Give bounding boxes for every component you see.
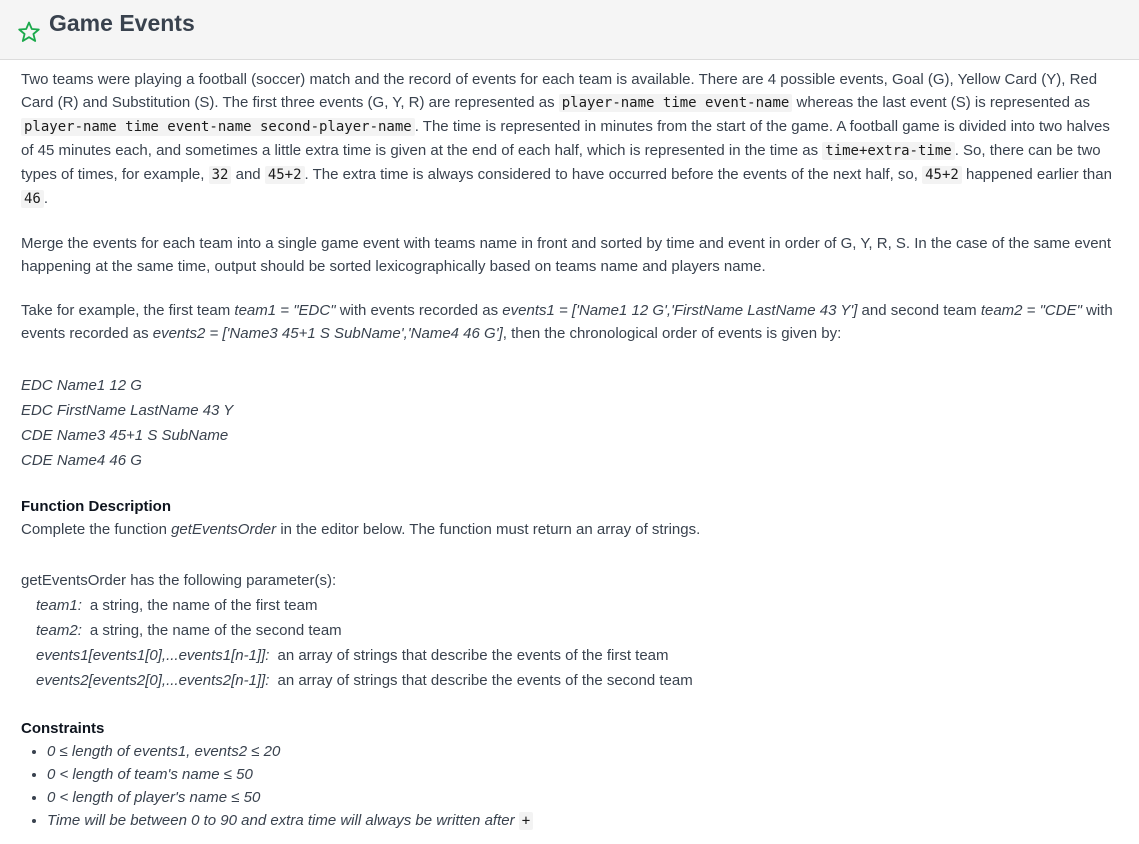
example-output <box>21 373 1118 473</box>
text: with events recorded as <box>335 302 503 319</box>
star-icon[interactable] <box>17 20 41 44</box>
text: Take for example, the first team <box>21 302 235 319</box>
text: happened earlier than <box>961 166 1112 183</box>
example-var: events2 = ['Name3 45+1 S SubName','Name4 46 G'] <box>152 325 503 342</box>
text: Time will be between 0 to 90 and extra time will always be written after <box>47 812 519 829</box>
intro-paragraph-3 <box>21 299 1118 345</box>
text: in the editor below. The function must return an array of strings. <box>276 521 701 538</box>
code-snippet: 46 <box>21 190 44 208</box>
text: . <box>43 190 49 207</box>
constraints-list <box>21 740 1118 833</box>
example-var: team1 = "EDC" <box>234 302 336 319</box>
text: . The time is represented in minutes from the start of the game. A football game is divided into two halves of 45 minutes each, and sometimes a little extra time is given at the end of each half, which is represented in the time as <box>21 118 1110 159</box>
constraint-item <box>47 809 1118 833</box>
function-description-title: Function Description <box>21 498 171 515</box>
example-var: team2 = "CDE" <box>980 302 1082 319</box>
function-description-text <box>21 518 1118 541</box>
code-snippet: time+extra-time <box>822 142 954 160</box>
constraint-item: • 0 < length of team's name ≤ 50 <box>47 763 1118 786</box>
example-line: EDC FirstName LastName 43 Y <box>21 402 234 419</box>
example-line: CDE Name3 45+1 S SubName <box>21 427 229 444</box>
text: . The extra time is always considered to have occurred before the events of the next half, so, <box>304 166 923 183</box>
code-snippet: + <box>519 812 533 830</box>
text: Complete the function <box>21 521 172 538</box>
function-name: getEventsOrder <box>171 521 277 538</box>
parameter-name: events2[events2[0],...events2[n-1]]: <box>36 672 270 689</box>
text: and <box>231 166 265 183</box>
constraints-title: Constraints <box>21 720 105 737</box>
parameter-desc: an array of strings that describe the events of the second team <box>277 672 693 689</box>
problem-statement <box>0 60 1139 833</box>
parameters-list <box>21 568 1118 693</box>
parameter-desc: a string, the name of the first team <box>89 597 318 614</box>
text: whereas the last event (S) is represented as <box>792 94 1090 111</box>
parameter-item <box>21 643 1118 668</box>
page-title: Game Events <box>49 10 195 36</box>
text: . So, there can be two types of times, for example, <box>21 142 1101 183</box>
text: with events recorded as <box>21 302 1113 342</box>
intro-paragraph-2: Merge the events for each team into a single game event with teams name in front and sorted by time and event in order of G, Y, R, S. In the case of the same event happening at the same time, output should be sorted lexicographically based on teams name and players name. <box>21 235 1112 275</box>
code-snippet: player-name time event-name second-player-name <box>21 118 415 136</box>
code-snippet: 45+2 <box>265 166 305 184</box>
parameter-item <box>21 618 1118 643</box>
example-line: EDC Name1 12 G <box>21 377 142 394</box>
parameter-item <box>21 668 1118 693</box>
constraint-item: • 0 < length of player's name ≤ 50 <box>47 786 1118 809</box>
example-line: CDE Name4 46 G <box>21 452 142 469</box>
parameters-intro: getEventsOrder has the following parameter(s): <box>21 572 337 589</box>
constraint-item: • 0 ≤ length of events1, events2 ≤ 20 <box>47 740 1118 763</box>
text: and second team <box>857 302 981 319</box>
code-snippet: 32 <box>209 166 232 184</box>
intro-paragraph-1 <box>21 68 1118 211</box>
parameter-desc: a string, the name of the second team <box>89 622 342 639</box>
code-snippet: 45+2 <box>922 166 962 184</box>
text: Two teams were playing a football (soccer) match and the record of events for each team is available. There are 4 possible events, Goal (G), Yellow Card (Y), Red Card (R) and Substitution (S). The first three events (G, Y, R) are represented as <box>21 71 1098 111</box>
parameter-name: team1: <box>36 597 82 614</box>
parameter-name: team2: <box>36 622 82 639</box>
code-snippet: player-name time event-name <box>559 94 793 112</box>
parameter-desc: an array of strings that describe the events of the first team <box>277 647 669 664</box>
parameter-name: events1[events1[0],...events1[n-1]]: <box>36 647 270 664</box>
page-header <box>0 0 1139 60</box>
text: , then the chronological order of events is given by: <box>502 325 842 342</box>
parameter-item <box>21 593 1118 618</box>
example-var: events1 = ['Name1 12 G','FirstName LastName 43 Y'] <box>502 302 858 319</box>
